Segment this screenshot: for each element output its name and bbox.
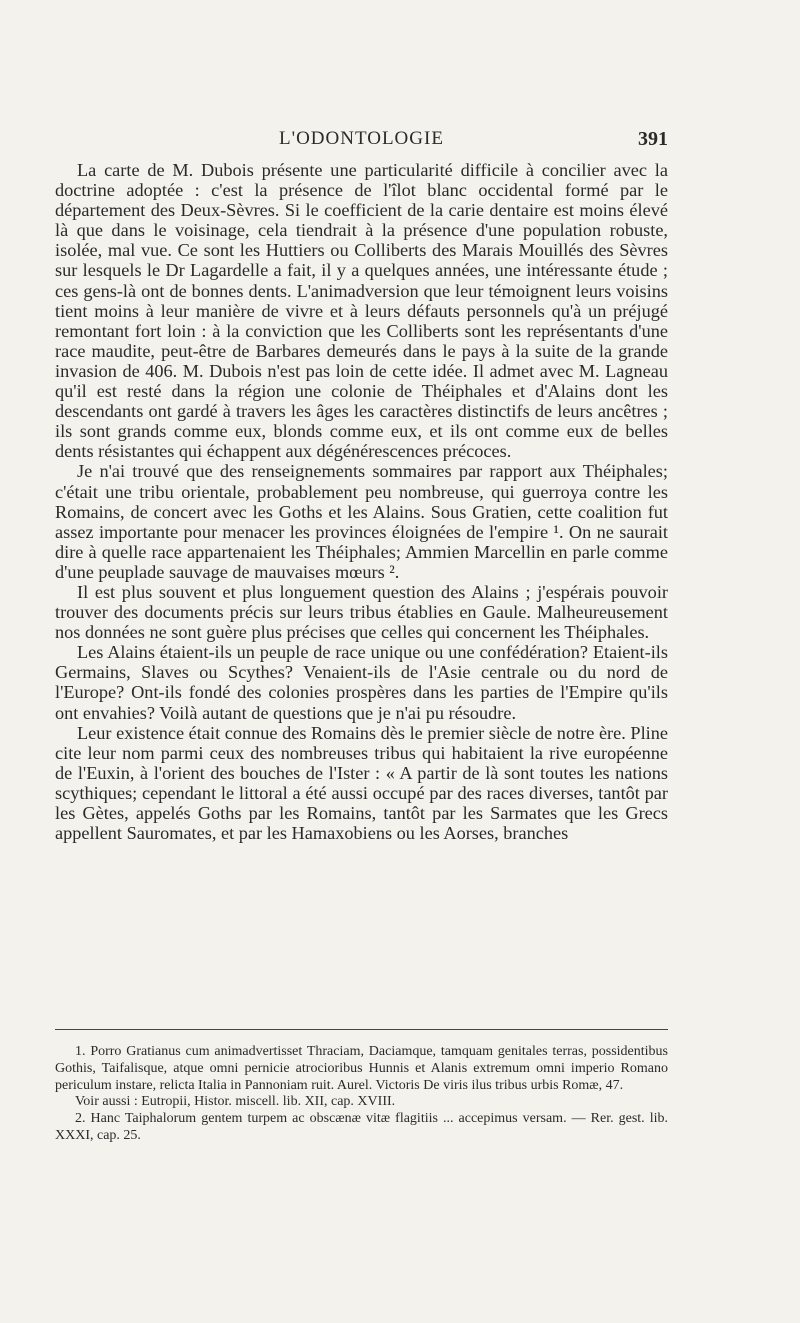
paragraph: Leur existence était connue des Romains dès le premier siècle de notre ère. Pline cite leur nom parmi ceux des nombreuses tribus qui habitaient la rive européenne de l'Euxin, à l'orient des bouches de l'Ister : « A partir de là sont toutes les nations scythiques; cependant le littoral a été aussi occupé par des races diverses, tantôt par les Gètes, appelés Goths par les Romains, tantôt par les Sarmates que les Grecs appellent Sauromates, et par les Hamaxobiens ou les Aorses, branches	[55, 722, 668, 844]
footnote-2: 2. Hanc Taiphalorum gentem turpem ac obscænæ vitæ flagitiis ... accepimus versam. — Rer. gest. lib. XXXI, cap. 25.	[55, 1111, 668, 1143]
paragraph: Il est plus souvent et plus longuement question des Alains ; j'espérais pouvoir trouver des documents précis sur leurs tribus établies en Gaule. Malheureusement nos données ne sont guère plus précises que celles qui concernent les Théiphales.	[55, 581, 668, 643]
running-title: L'ODONTOLOGIE	[279, 128, 444, 149]
paragraph: Je n'ai trouvé que des renseignements sommaires par rapport aux Théiphales; c'était une tribu orientale, probablement peu nombreuse, qui guerroya contre les Romains, de concert avec les Goths et les Alains. Sous Gratien, cette coalition fut assez importante pour menacer les provinces éloignées de l'empire ¹. On ne saurait dire à quelle race appartenaient les Théiphales; Ammien Marcellin en parle comme d'une peuplade sauvage de mauvaises mœurs ².	[55, 461, 668, 582]
footnote-divider	[55, 1029, 668, 1030]
page-number: 391	[638, 128, 668, 150]
paragraph: Les Alains étaient-ils un peuple de race unique ou une confédération? Etaient-ils Germains, Slaves ou Scythes? Venaient-ils de l'Asie centrale ou du nord de l'Europe? Ont-ils fondé des colonies prospères dans les parties de l'Empire qu'ils ont envahies? Voilà autant de questions que je n'ai pu résoudre.	[55, 642, 668, 723]
footnote-1-see-also: Voir aussi : Eutropii, Histor. miscell. lib. XII, cap. XVIII.	[75, 1094, 396, 1110]
page-header	[55, 128, 668, 158]
footnotes	[55, 1044, 668, 1145]
main-text	[55, 160, 668, 843]
footnote-1: 1. Porro Gratianus cum animadvertisset Thraciam, Daciamque, tamquam genitales terras, possidentibus Gothis, Taifalisque, atque omni pernicie atrocioribus Hunnis et Alanis extremum omni imperio Romano periculum instare, relicta Italia in Pannoniam ruit. Aurel. Victoris De viris ilus tribus urbis Romæ, 47.	[55, 1044, 668, 1093]
paragraph: La carte de M. Dubois présente une particularité difficile à concilier avec la doctrine adoptée : c'est la présence de l'îlot blanc occidental formé par le département des Deux-Sèvres. Si le coefficient de la carie dentaire est moins élevé là que dans le voisinage, cela tiendrait à la présence d'une population robuste, isolée, mal vue. Ce sont les Huttiers ou Colliberts des Marais Mouillés des Sèvres sur lesquels le Dr Lagardelle a fait, il y a quelques années, une intéressante étude ; ces gens-là ont de bonnes dents. L'animadversion que leur témoignent leurs voisins tient moins à leur manière de vivre et à leurs défauts personnels qu'à un préjugé remontant fort loin : à la conviction que les Colliberts sont les représentants d'une race maudite, peut-être de Barbares demeurés dans le pays à la suite de la grande invasion de 406. M. Dubois n'est pas loin de cette idée. Il admet avec M. Lagneau qu'il est resté dans la région une colonie de Théiphales et d'Alains dont les descendants ont gardé à travers les âges les caractères distinctifs de leurs ancêtres ; ils sont grands comme eux, blonds comme eux, et ils ont comme eux de belles dents résistantes qui échappent aux dégénérescences précoces.	[55, 160, 668, 462]
